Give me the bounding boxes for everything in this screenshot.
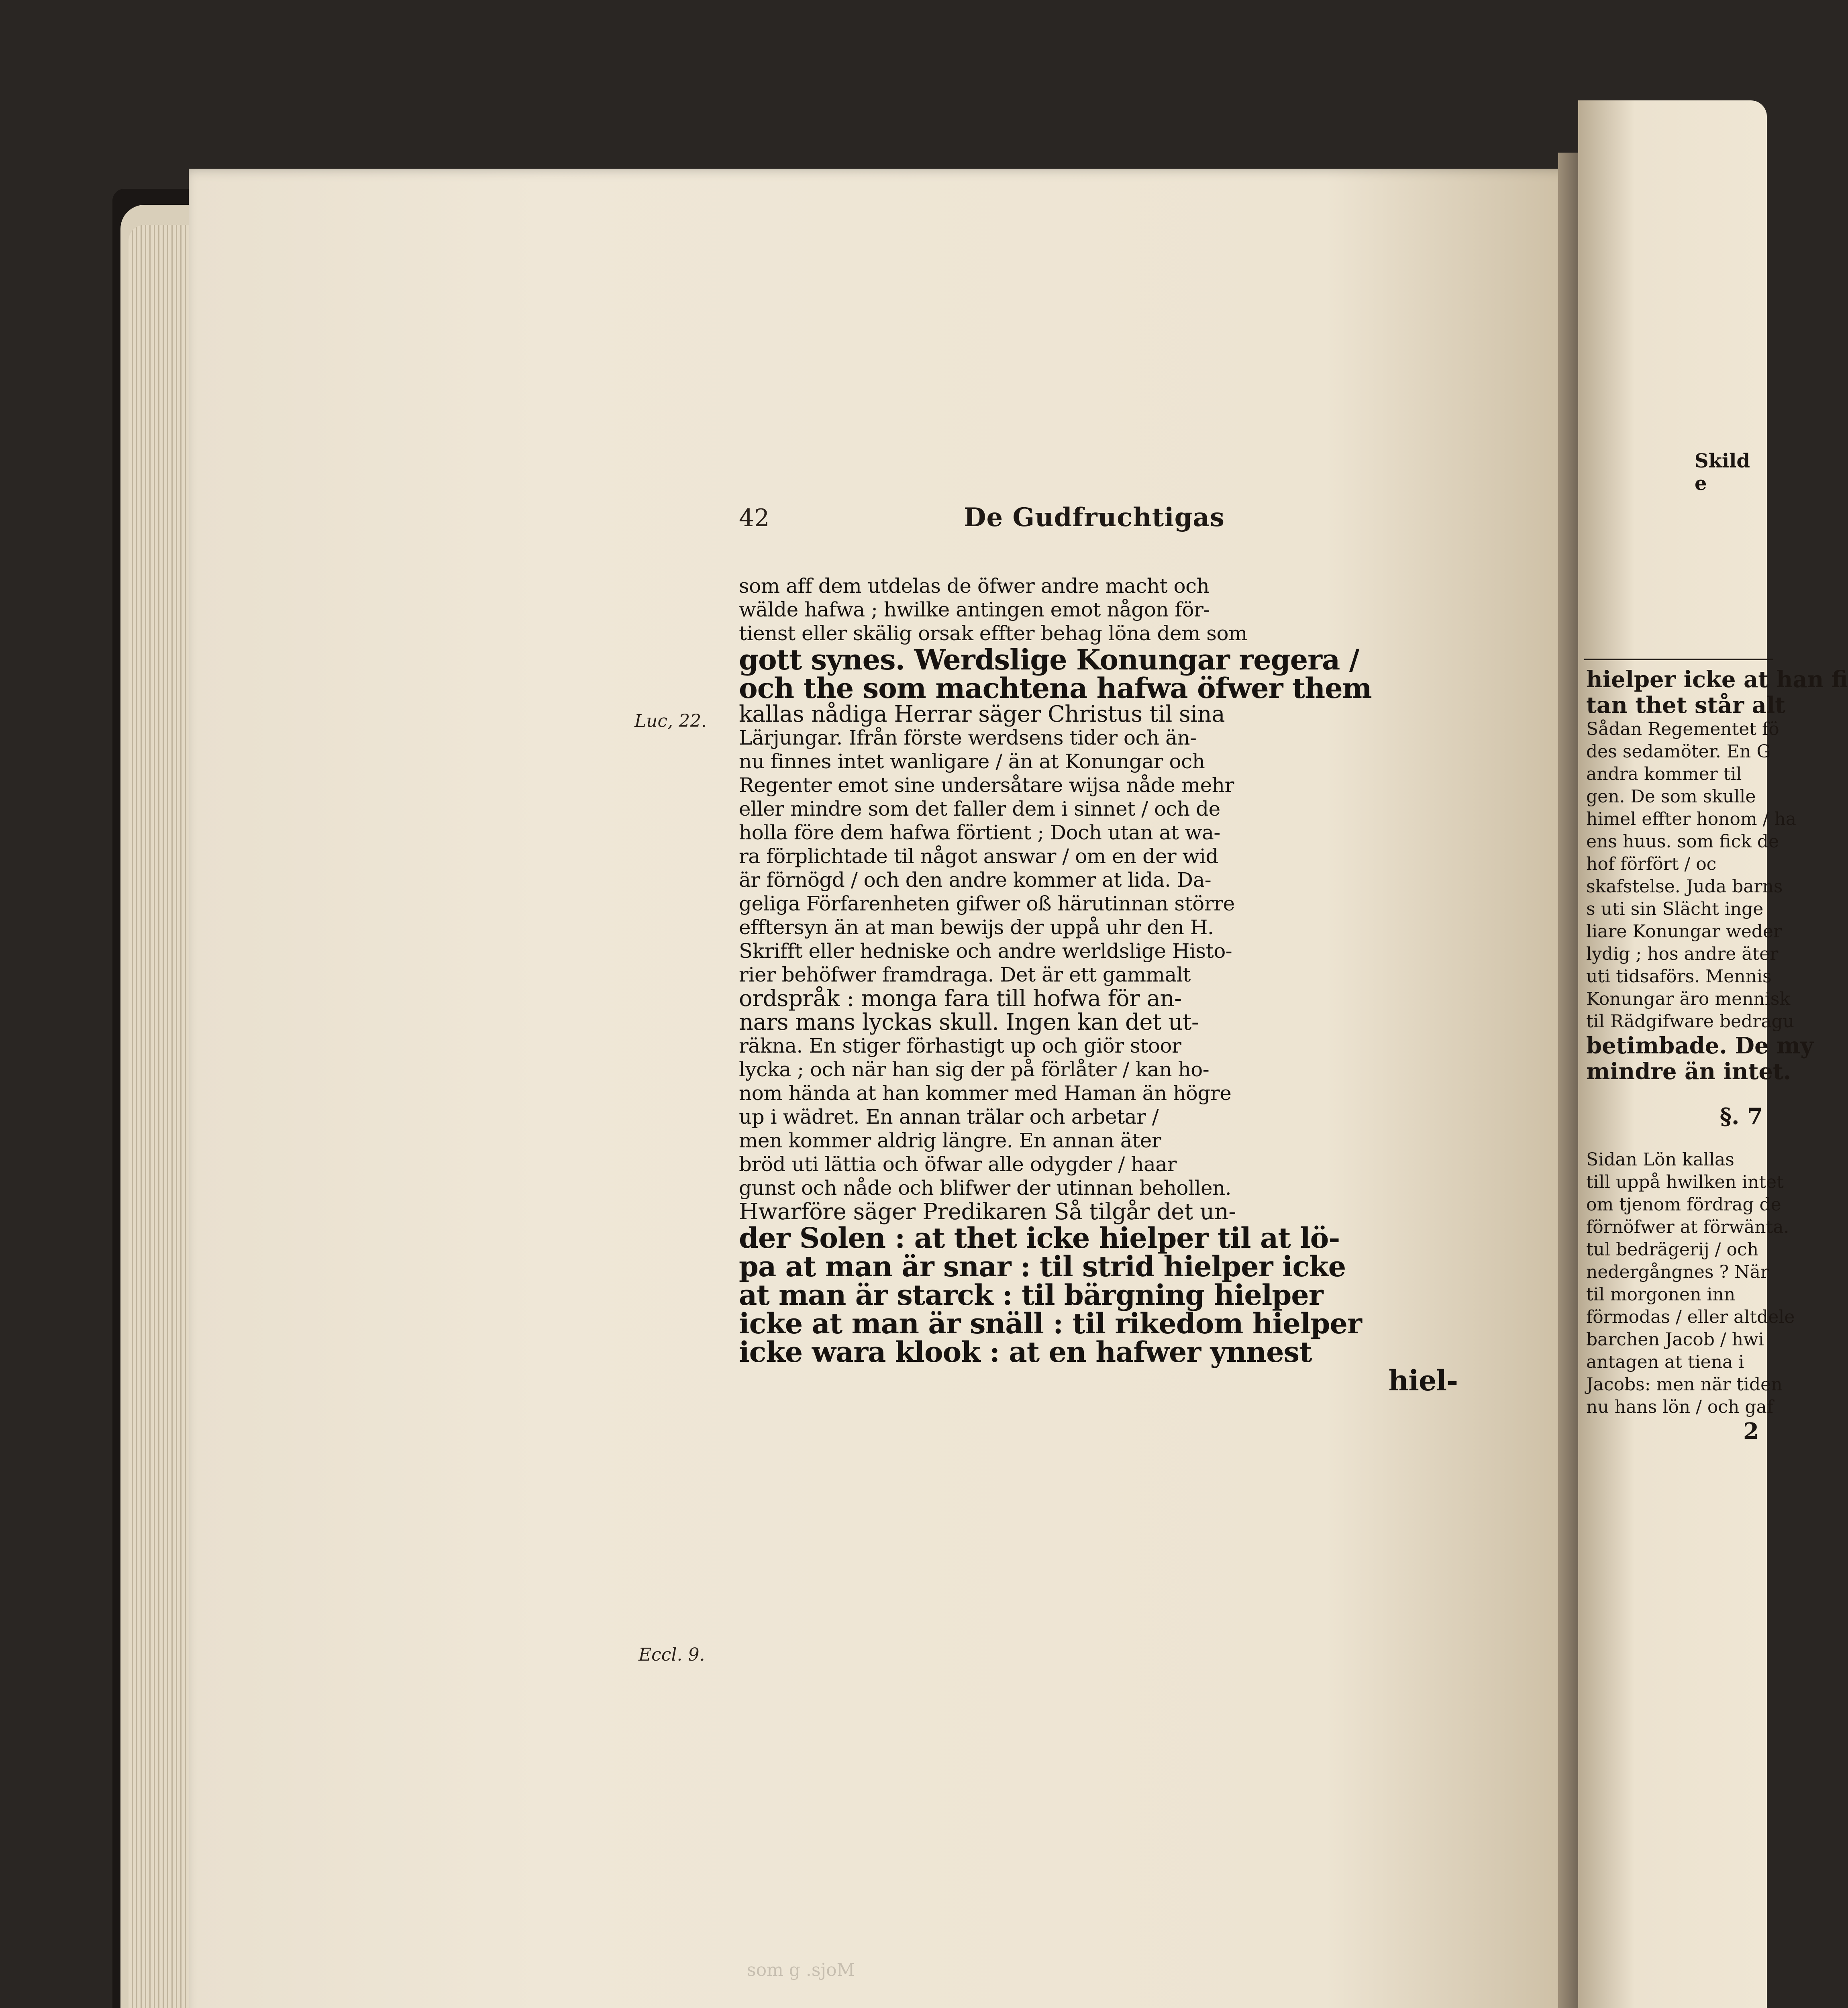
right-text-line: Jacobs: men när tiden: [1586, 1374, 1783, 1395]
right-text-line: tul bedrägerij / och: [1586, 1239, 1758, 1260]
right-section-number: §. 7: [1719, 1103, 1763, 1130]
right-text-line: mindre än intet.: [1586, 1058, 1791, 1085]
right-text-line: ens huus. som fick de: [1586, 831, 1779, 852]
text-line: nom hända at han kommer med Haman än högre: [739, 1082, 1232, 1105]
right-text-line: uti tidsaförs. Mennis: [1586, 966, 1772, 987]
text-line: pa at man är snar : til strid hielper icke: [739, 1250, 1346, 1283]
text-line: ra förplichtade til något answar / om en der wid: [739, 845, 1218, 868]
text-line: icke at man är snäll : til rikedom hielper: [739, 1307, 1362, 1340]
text-line: räkna. En stiger förhastigt up och giör stoor: [739, 1034, 1181, 1057]
right-page-rule: [1584, 659, 1773, 660]
text-line: nars mans lyckas skull. Ingen kan det ut-: [739, 1009, 1199, 1035]
text-line: geliga Förfarenheten gifwer oß härutinnan större: [739, 892, 1235, 915]
text-line: efftersyn än at man bewijs der uppå uhr den H.: [739, 916, 1214, 939]
right-text-line: Sådan Regementet fö: [1586, 719, 1779, 739]
text-line: lycka ; och när han sig der på förlåter / kan ho-: [739, 1058, 1210, 1081]
page-edges-left: [129, 225, 189, 2008]
right-text-line: förmodas / eller altdele: [1586, 1307, 1795, 1327]
text-line: men kommer aldrig längre. En annan äter: [739, 1129, 1161, 1152]
text-line: och the som machtena hafwa öfwer them: [739, 671, 1372, 705]
text-line: nu finnes intet wanligare / än at Konungar och: [739, 750, 1205, 773]
text-line: up i wädret. En annan trälar och arbetar /: [739, 1105, 1159, 1128]
text-line: bröd uti lättia och öfwar alle odygder / haar: [739, 1153, 1177, 1176]
text-line: wälde hafwa ; hwilke antingen emot någon för-: [739, 598, 1210, 621]
text-line: gunst och nåde och blifwer der utinnan behollen.: [739, 1176, 1232, 1200]
margin-note-ecclesiastes: Eccl. 9.: [638, 1645, 705, 1665]
body-text: [739, 574, 1494, 1395]
margin-note-luke: Luc, 22.: [634, 711, 707, 731]
right-text-line: andra kommer til: [1586, 764, 1742, 784]
right-text-line: Konungar äro mennisk: [1586, 989, 1791, 1009]
text-line: icke wara klook : at en hafwer ynnest: [739, 1335, 1312, 1369]
text-line: at man är starck : til bärgning hielper: [739, 1278, 1323, 1312]
right-text-line: hof förfört / oc: [1586, 854, 1717, 874]
right-text-line: til morgonen inn: [1586, 1284, 1736, 1305]
bleed-through-text: som g .sjoM: [747, 1960, 855, 1980]
text-line: eller mindre som det faller dem i sinnet / och de: [739, 797, 1220, 820]
right-page: [1578, 100, 1848, 2008]
right-text-line: til Rädgifware bedragu: [1586, 1011, 1794, 1032]
text-line: är förnögd / och den andre kommer at lida. Da-: [739, 868, 1212, 892]
right-text-line: hielper icke at han fi: [1586, 666, 1848, 693]
right-text-line: förnöfwer at förwänta.: [1586, 1217, 1789, 1237]
text-line: Hwarföre säger Predikaren Så tilgår det un-: [739, 1199, 1236, 1225]
page-header: [739, 504, 1478, 536]
text-line: gott synes. Werdslige Konungar regera /: [739, 643, 1359, 676]
right-page-text: [1586, 666, 1848, 1445]
text-line: holla före dem hafwa förtient ; Doch utan at wa-: [739, 821, 1220, 844]
right-text-line: s uti sin Slächt inge: [1586, 899, 1764, 919]
catchword: hiel-: [1388, 1364, 1458, 1397]
right-signature-mark: 2: [1743, 1418, 1759, 1445]
text-line: der Solen : at thet icke hielper til at lö-: [739, 1221, 1340, 1255]
text-line: Skrifft eller hedniske och andre werldslige Histo-: [739, 939, 1232, 963]
page-number: 42: [739, 504, 770, 532]
right-text-line: tan thet står alt: [1586, 692, 1786, 718]
right-text-line: barchen Jacob / hwi: [1586, 1329, 1764, 1350]
right-text-line: lydig ; hos andre äter: [1586, 944, 1779, 964]
right-text-line: till uppå hwilken intet: [1586, 1172, 1784, 1192]
right-text-line: gen. De som skulle: [1586, 786, 1756, 807]
right-text-line: liare Konungar weder: [1586, 921, 1782, 942]
right-page-header: Skild e: [1695, 450, 1750, 495]
right-text-line: Sidan Lön kallas: [1586, 1149, 1734, 1170]
right-text-line: nu hans lön / och gaf: [1586, 1397, 1773, 1417]
running-head: De Gudfruchtigas: [964, 502, 1225, 533]
right-text-line: des sedamöter. En G: [1586, 741, 1771, 762]
text-line: rier behöfwer framdraga. Det är ett gammalt: [739, 963, 1191, 986]
right-text-line: om tjenom fördrag de: [1586, 1194, 1781, 1215]
text-line: Regenter emot sine undersåtare wijsa nåde mehr: [739, 773, 1234, 797]
text-line: tienst eller skälig orsak effter behag löna dem som: [739, 622, 1247, 645]
text-line: kallas nådiga Herrar säger Christus til sina: [739, 701, 1225, 727]
right-text-line: himel effter honom / ha: [1586, 809, 1797, 829]
right-text-line: betimbade. De my: [1586, 1033, 1813, 1059]
text-line: som aff dem utdelas de öfwer andre macht och: [739, 574, 1210, 598]
text-line: Lärjungar. Ifrån förste werdsens tider och än-: [739, 726, 1197, 749]
right-text-line: skafstelse. Juda barns: [1586, 876, 1783, 897]
right-text-line: nedergångnes ? När: [1586, 1262, 1769, 1282]
right-text-line: antagen at tiena i: [1586, 1352, 1744, 1372]
text-line: ordspråk : monga fara till hofwa för an-: [739, 986, 1182, 1012]
